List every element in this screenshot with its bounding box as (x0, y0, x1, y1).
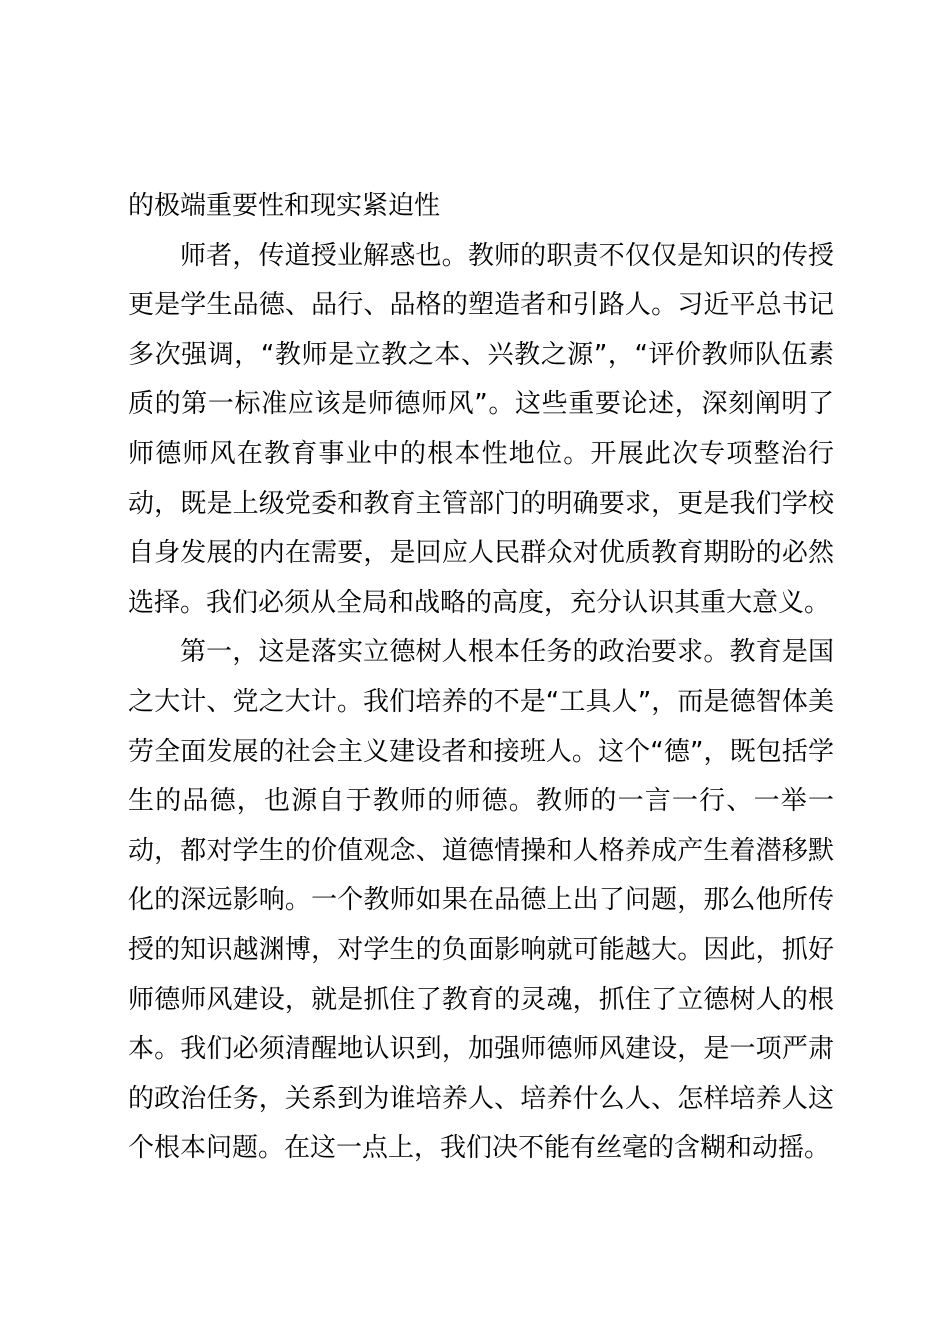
document-body (128, 182, 834, 1174)
body-paragraph: 师者，传道授业解惑也。教师的职责不仅仅是知识的传授更是学生品德、品行、品格的塑造者和引路人。习近平总书记多次强调，“教师是立教之本、兴教之源”，“评价教师队伍素质的第一标准应该是师德师风”。这些重要论述，深刻阐明了师德师风在教育事业中的根本性地位。开展此次专项整治行动，既是上级党委和教育主管部门的明确要求，更是我们学校自身发展的内在需要，是回应人民群众对优质教育期盼的必然选择。我们必须从全局和战略的高度，充分认识其重大意义。 (128, 240, 834, 618)
body-paragraph: 第一，这是落实立德树人根本任务的政治要求。教育是国之大计、党之大计。我们培养的不是“工具人”，而是德智体美劳全面发展的社会主义建设者和接班人。这个“德”，既包括学生的品德，也源自于教师的师德。教师的一言一行、一举一动，都对学生的价值观念、道德情操和人格养成产生着潜移默化的深远影响。一个教师如果在品德上出了问题，那么他所传授的知识越渊博，对学生的负面影响就可能越大。因此，抓好师德师风建设，就是抓住了教育的灵魂，抓住了立德树人的根本。我们必须清醒地认识到，加强师德师风建设，是一项严肃的政治任务，关系到为谁培养人、培养什么人、怎样培养人这个根本问题。在这一点上，我们决不能有丝毫的含糊和动摇。 (128, 637, 834, 1164)
heading-continuation: 的极端重要性和现实紧迫性 (128, 191, 441, 221)
